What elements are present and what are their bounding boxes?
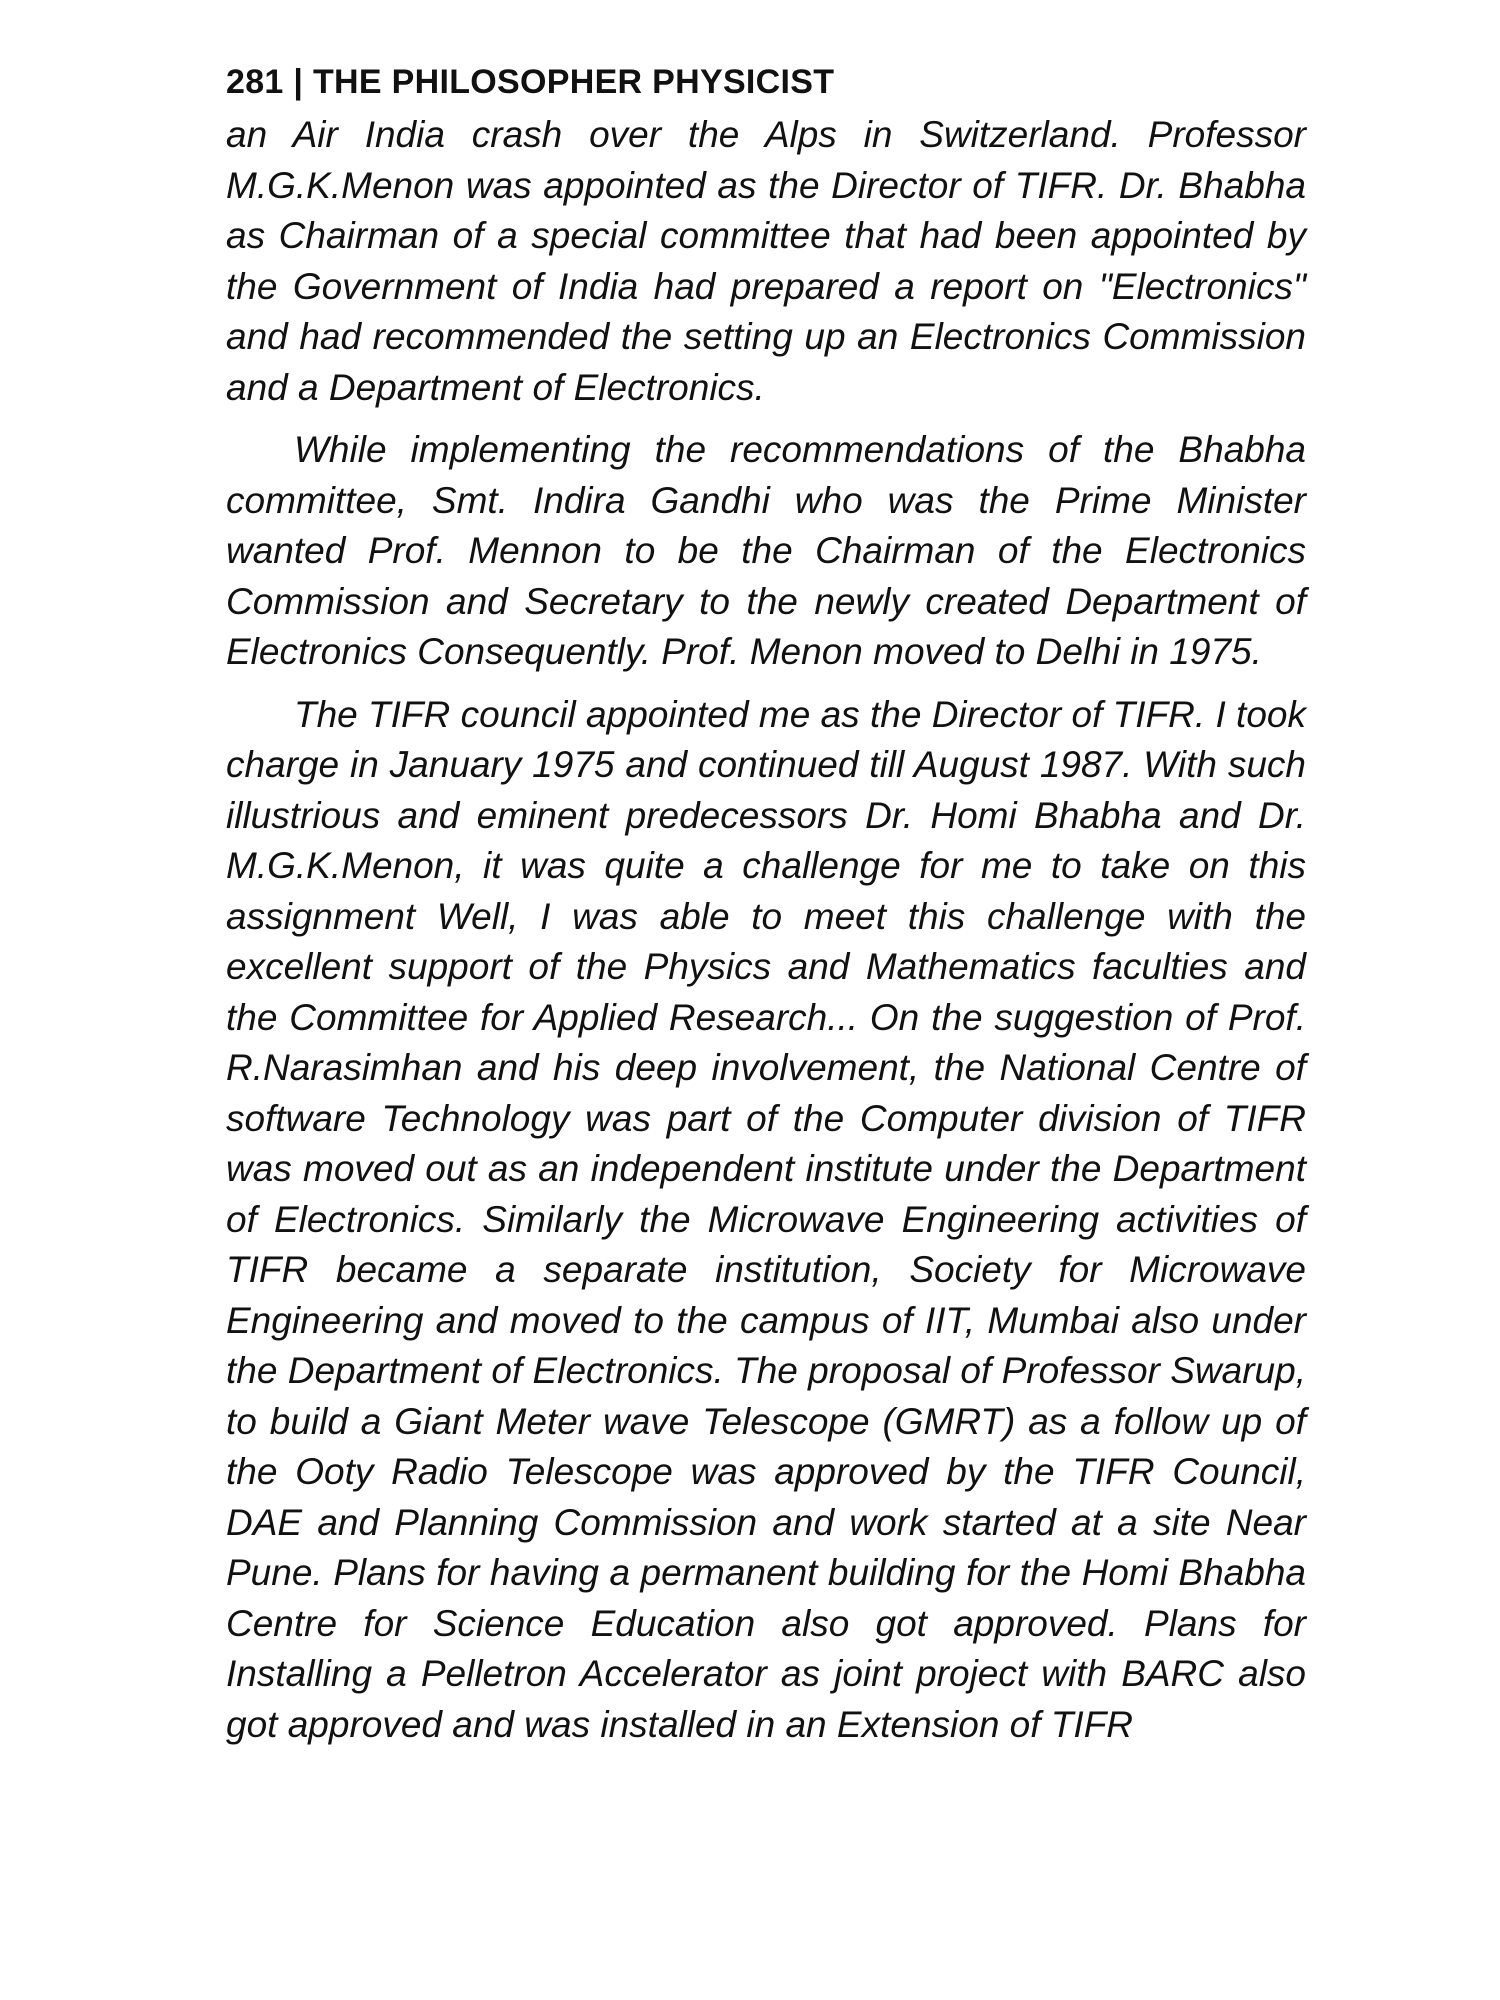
paragraph-continued: an Air India crash over the Alps in Switzerland. Professor M.G.K.Menon was appointed as the Director of TIFR. Dr. Bhabha as Chairman of a special committee that had been appointed by the Government of India had prepared a report on "Electronics" and had recommended the setting up an Electronics Commission and a Department of Electronics. [226, 114, 1306, 408]
running-header [226, 58, 1306, 106]
book-title: THE PHILOSOPHER PHYSICIST [312, 63, 835, 101]
header-separator: | [293, 63, 304, 101]
page-number: 281 [226, 63, 284, 101]
page-body [226, 110, 1306, 1750]
paragraph: The TIFR council appointed me as the Director of TIFR. I took charge in January 1975 and continued till August 1987. With such illustrious and eminent predecessors Dr. Homi Bhabha and Dr. M.G.K.Menon, it was quite a challenge for me to take on this assignment Well, I was able to meet this challenge with the excellent support of the Physics and Mathematics faculties and the Committee for Applied Research... On the suggestion of Prof. R.Narasimhan and his deep involvement, the National Centre of software Technology was part of the Computer division of TIFR was moved out as an independent institute under the Department of Electronics. Similarly the Microwave Engineering activities of TIFR became a separate institution, Society for Microwave Engineering and moved to the campus of IIT, Mumbai also under the Department of Electronics. The proposal of Professor Swarup, to build a Giant Meter wave Telescope (GMRT) as a follow up of the Ooty Radio Telescope was approved by the TIFR Council, DAE and Planning Commission and work started at a site Near Pune. Plans for having a permanent building for the Homi Bhabha Centre for Science Education also got approved. Plans for Installing a Pelletron Accelerator as joint project with BARC also got approved and was installed in an Extension of TIFR [226, 693, 1306, 1745]
book-page [226, 58, 1306, 1762]
paragraph: While implementing the recommendations of the Bhabha committee, Smt. Indira Gandhi who was the Prime Minister wanted Prof. Mennon to be the Chairman of the Electronics Commission and Secretary to the newly created Department of Electronics Consequently. Prof. Menon moved to Delhi in 1975. [226, 429, 1306, 672]
